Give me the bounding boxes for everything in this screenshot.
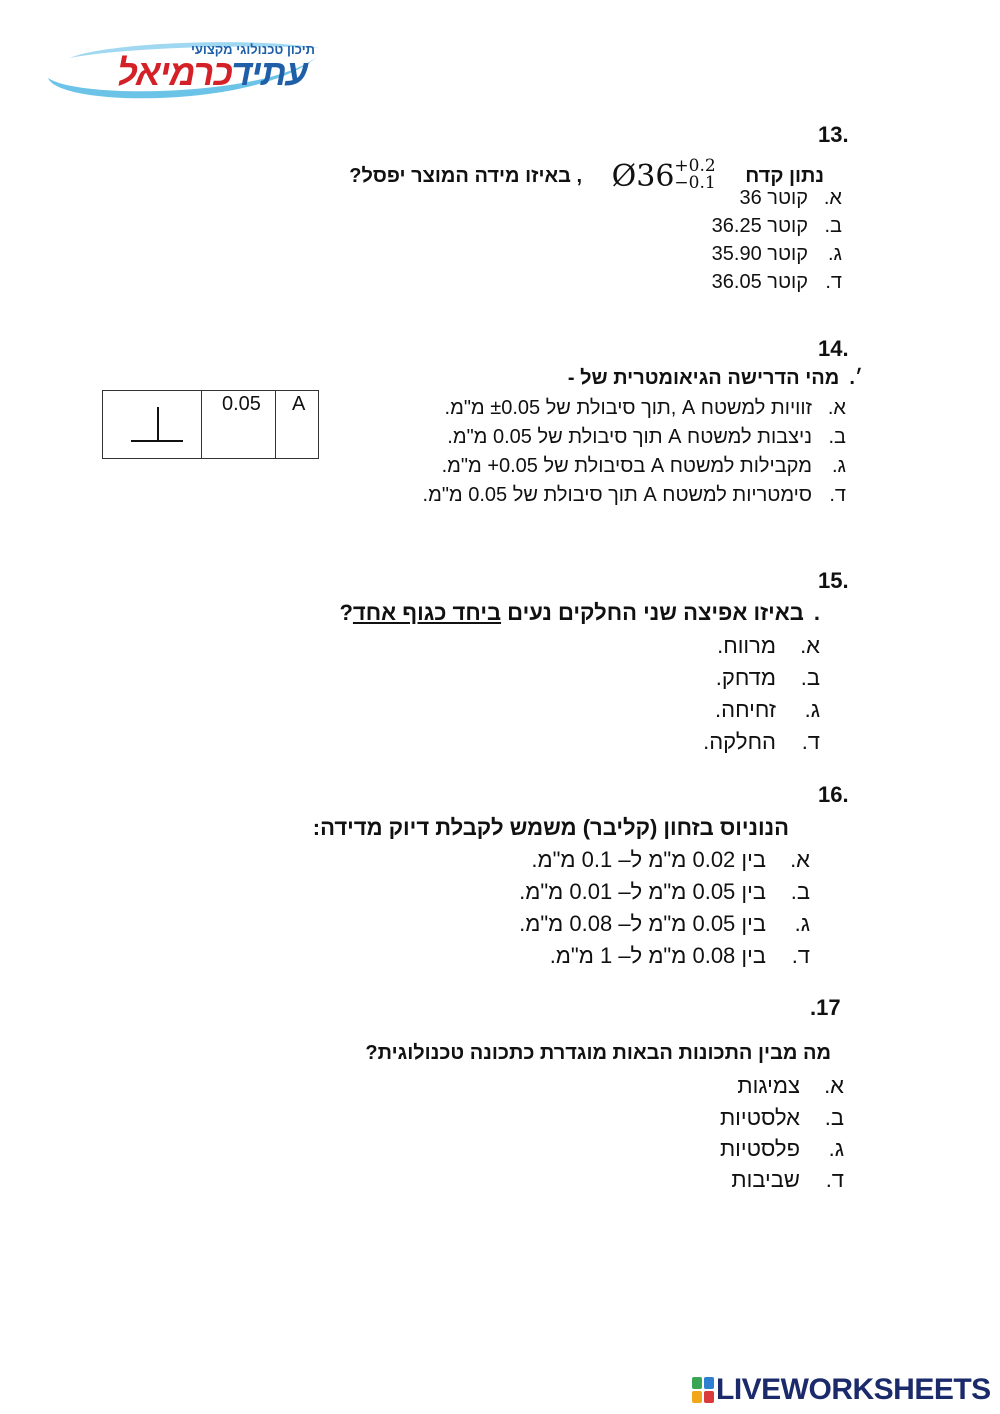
q16-question: הנוניוס בזחון (קליבר) משמש לקבלת דיוק מדידה: [312, 815, 789, 840]
q17-option-a[interactable] [737, 1073, 844, 1099]
logo-name-part1: עתיד [232, 52, 307, 93]
q17-option-b[interactable] [720, 1105, 844, 1131]
q16-option-a[interactable] [531, 847, 810, 873]
q17-option-c[interactable] [720, 1136, 844, 1162]
q16-option-b[interactable] [519, 879, 810, 905]
q15-option-c[interactable] [715, 697, 820, 723]
q13-dimension-value: Ø36 [611, 159, 675, 194]
q14-question-text: מהי הדרישה הגיאומטרית של - [567, 367, 840, 389]
liveworksheets-logo [692, 1374, 991, 1406]
q16-number: 16. [818, 782, 849, 807]
q15-question [339, 600, 820, 626]
q15-question-start: באיזו אפיצה שני החלקים נעים [507, 600, 804, 625]
perpendicularity-icon [103, 391, 201, 458]
q13-number: 13. [818, 122, 849, 147]
option-text: בין 0.08 מ"מ ל– 1 מ"מ. [549, 943, 766, 968]
option-text: שביבות [731, 1167, 800, 1192]
q15-option-a[interactable] [717, 633, 820, 659]
fcf-symbol-cell [103, 391, 201, 458]
option-letter: ג. [827, 243, 842, 265]
q13-option-a[interactable] [739, 187, 842, 210]
option-text: מרווח. [717, 633, 776, 658]
fcf-tolerance: 0.05 [222, 393, 261, 415]
q14-question [568, 367, 863, 390]
option-letter: ב. [800, 665, 820, 690]
option-letter: ד. [825, 1167, 844, 1192]
q15-number: 15. [818, 568, 849, 593]
option-text: סימטריות למשטח A תוך סיבולת של 0.05 מ"מ. [422, 484, 812, 506]
feature-control-frame [102, 390, 319, 459]
q14-option-a[interactable] [445, 397, 846, 420]
fcf-datum-cell [275, 391, 318, 458]
q13-dimension [612, 158, 716, 194]
option-text: אלסטיות [719, 1105, 800, 1130]
option-letter: ג. [794, 911, 810, 936]
option-text: בין 0.05 מ"מ ל– 0.08 מ"מ. [519, 911, 766, 936]
option-text: צמיגות [737, 1073, 800, 1098]
q13-tol-lower: −0.1 [674, 173, 716, 193]
option-text: בין 0.05 מ"מ ל– 0.01 מ"מ. [519, 879, 766, 904]
q14-option-d[interactable] [423, 484, 846, 507]
option-letter: ב. [824, 1105, 844, 1130]
option-text: קוטר 36.05 [711, 271, 808, 293]
q16-option-c[interactable] [519, 911, 810, 937]
option-letter: ג. [831, 455, 846, 477]
q13-option-b[interactable] [712, 215, 842, 238]
option-letter: ב. [824, 215, 842, 237]
q13-prefix: נתון קדח [745, 165, 824, 187]
q14-mark: ׳. [849, 367, 863, 389]
option-letter: א. [827, 397, 846, 419]
q15-question-end: ? [339, 600, 353, 625]
option-text: פלסטיות [719, 1136, 800, 1161]
option-text: קוטר 36.25 [711, 215, 808, 237]
q14-number: 14. [818, 336, 849, 361]
option-text: קוטר 35.90 [711, 243, 808, 265]
logo-tagline: תיכון טכנולוגי מקצועי [190, 42, 315, 57]
option-text: מקבילות למשטח A בסיבולת של 0.05+ מ"מ. [441, 455, 812, 477]
option-letter: א. [824, 1073, 844, 1098]
q16-option-d[interactable] [550, 943, 810, 969]
q15-mark: . [813, 600, 820, 625]
option-letter: ד. [801, 729, 820, 754]
q14-option-c[interactable] [442, 455, 846, 478]
q14-option-b[interactable] [447, 426, 846, 449]
q13-option-c[interactable] [712, 243, 842, 266]
q13-tol-upper: +0.2 [674, 156, 716, 176]
q15-option-b[interactable] [716, 665, 820, 691]
option-letter: ד. [825, 271, 842, 293]
option-text: החלקה. [703, 729, 776, 754]
fcf-datum: A [292, 393, 306, 415]
option-letter: ד. [791, 943, 810, 968]
option-letter: ב. [790, 879, 810, 904]
option-text: זחיחה. [715, 697, 776, 722]
logo [40, 38, 325, 104]
option-text: קוטר 36 [739, 187, 808, 209]
q15-option-d[interactable] [703, 729, 820, 755]
option-letter: א. [790, 847, 810, 872]
option-text: זוויות למשטח A ,תוך סיבולת של ±0.05 מ"מ. [444, 397, 812, 419]
q17-question: מה מבין התכונות הבאות מוגדרת כתכונה טכנולוגית? [365, 1042, 831, 1064]
liveworksheets-brand: LIVEWORKSHEETS [716, 1373, 991, 1406]
q13-suffix: , באיזו מידה המוצר יפסל? [349, 165, 583, 187]
q17-number: .17 [810, 995, 841, 1020]
option-text: ניצבות למשטח A תוך סיבולת של 0.05 מ"מ. [447, 426, 812, 448]
fcf-tolerance-cell [201, 391, 275, 458]
logo-name-part2: כרמיאל [117, 52, 233, 93]
option-letter: א. [823, 187, 842, 209]
option-letter: ב. [828, 426, 846, 448]
liveworksheets-icon [692, 1377, 714, 1403]
option-letter: ג. [828, 1136, 844, 1161]
option-letter: ד. [829, 484, 846, 506]
option-letter: ג. [804, 697, 820, 722]
q17-option-d[interactable] [731, 1167, 844, 1193]
q15-question-underlined: ביחד כגוף אחד [352, 600, 502, 625]
option-text: מדחק. [715, 665, 776, 690]
option-text: בין 0.02 מ"מ ל– 0.1 מ"מ. [531, 847, 766, 872]
option-letter: א. [800, 633, 820, 658]
q13-option-d[interactable] [712, 271, 842, 294]
